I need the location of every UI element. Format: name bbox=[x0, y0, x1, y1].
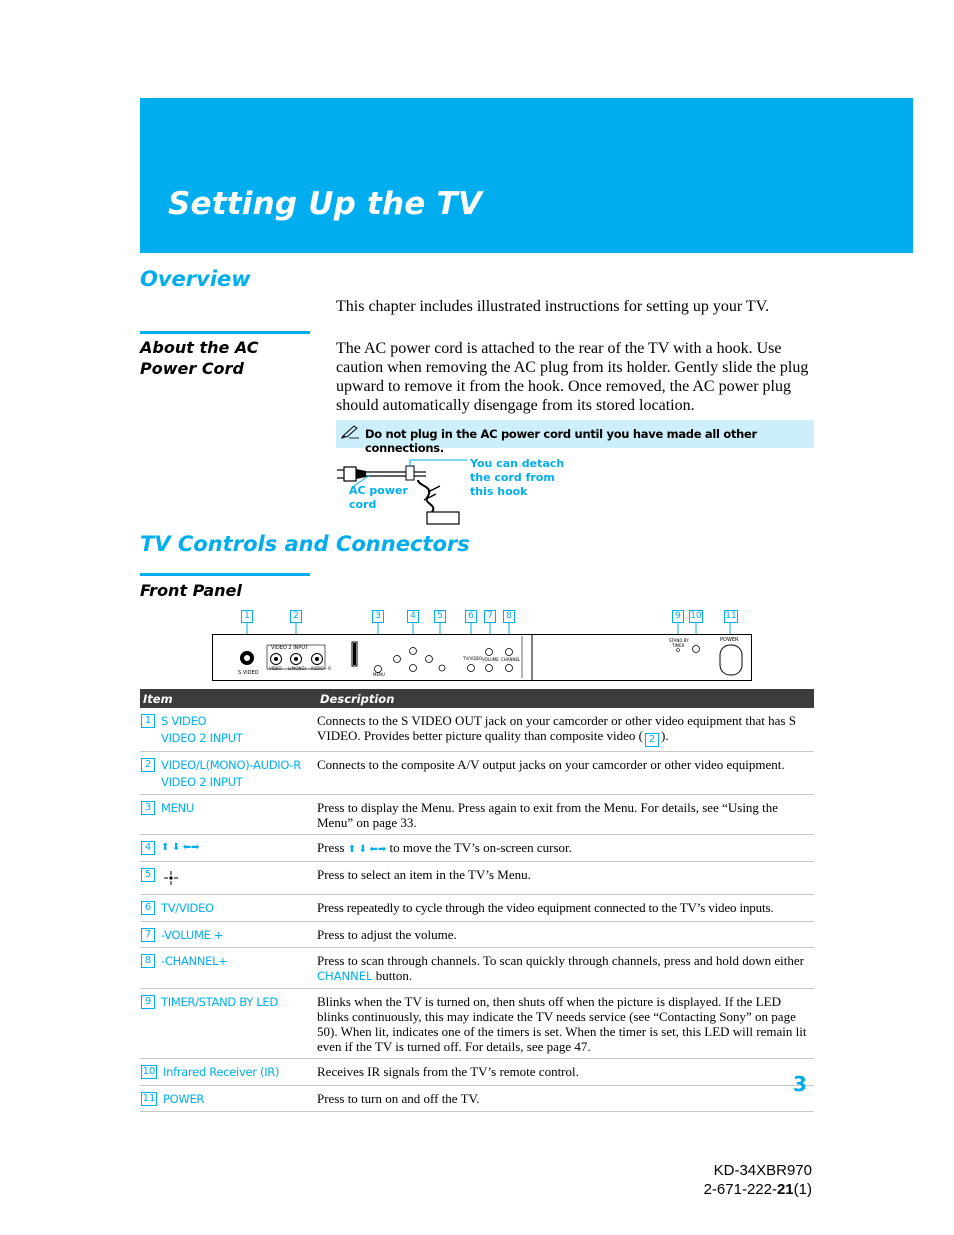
panel-label-volume: VOLUME bbox=[482, 657, 499, 662]
item-number: 6 bbox=[141, 901, 155, 915]
callout-hook-line3: this hook bbox=[470, 485, 528, 498]
item-number: 11 bbox=[142, 1092, 156, 1104]
item-reference: 2 bbox=[645, 733, 659, 747]
callout-hook-line2: the cord from bbox=[470, 471, 555, 484]
panel-callout-11: 11 bbox=[725, 611, 737, 621]
item-name-sub: VIDEO 2 INPUT bbox=[161, 730, 243, 745]
item-description: Press to select an item in the TV’s Menu. bbox=[317, 862, 814, 895]
item-description: Connects to the composite A/V output jacks on your camcorder or other video equipment. bbox=[317, 752, 814, 795]
panel-callout-9: 9 bbox=[672, 610, 684, 623]
footer-code bbox=[704, 1161, 812, 1199]
item-description bbox=[317, 835, 814, 862]
table-row bbox=[140, 708, 814, 752]
panel-callout-7: 7 bbox=[484, 610, 496, 623]
front-panel-diagram bbox=[212, 622, 754, 682]
item-name: POWER bbox=[163, 1091, 205, 1106]
table-header-item: Item bbox=[140, 689, 317, 708]
item-description: Press repeatedly to cycle through the video equipment connected to the TV’s video inputs. bbox=[317, 895, 814, 922]
panel-callout-2: 2 bbox=[290, 610, 302, 623]
controls-table bbox=[140, 689, 814, 1112]
callout-cord-line2: cord bbox=[349, 498, 377, 511]
panel-label-channel: CHANNEL bbox=[501, 657, 521, 662]
panel-label-lmono-audio-r: L(MONO) – AUDIO – R bbox=[288, 666, 332, 671]
item-number: 7 bbox=[141, 928, 155, 942]
page-title: Setting Up the TV bbox=[168, 186, 483, 222]
ac-cord-heading bbox=[140, 337, 259, 379]
pencil-note-icon bbox=[341, 423, 361, 443]
table-row bbox=[140, 1059, 814, 1086]
footer-part-prefix: 2-671-222- bbox=[703, 1181, 777, 1198]
item-name: TV/VIDEO bbox=[161, 901, 214, 915]
table-header-row bbox=[140, 689, 814, 708]
item-description bbox=[317, 948, 814, 989]
item-number: 3 bbox=[141, 801, 155, 815]
panel-callout-4: 4 bbox=[407, 610, 419, 623]
description-text: button. bbox=[372, 968, 413, 983]
panel-callout-1: 1 bbox=[241, 610, 253, 623]
item-description: Receives IR signals from the TV’s remote control. bbox=[317, 1059, 814, 1086]
select-icon bbox=[163, 870, 179, 890]
arrow-keys-icon: ⬆ ⬇ ⬅➡ bbox=[161, 842, 200, 853]
section-rule bbox=[140, 573, 310, 576]
ac-cord-heading-line1: About the AC bbox=[140, 338, 259, 357]
footer-part-number bbox=[704, 1180, 812, 1199]
note-box bbox=[336, 420, 814, 455]
overview-heading: Overview bbox=[140, 267, 251, 291]
panel-label-tv-video: TV/VIDEO bbox=[463, 656, 483, 661]
description-text: Press bbox=[317, 840, 348, 855]
item-name: MENU bbox=[161, 801, 195, 815]
description-text: to move the TV’s on-screen cursor. bbox=[386, 840, 572, 855]
item-number: 1 bbox=[141, 714, 155, 728]
footer-part-suffix: (1) bbox=[793, 1181, 812, 1198]
callout-cord-line1: AC power bbox=[349, 484, 408, 497]
front-panel-heading: Front Panel bbox=[140, 581, 242, 600]
description-text: Press to scan through channels. To scan quickly through channels, press and hold down either bbox=[317, 953, 804, 968]
item-name: VIDEO/L(MONO)-AUDIO-R bbox=[161, 758, 301, 772]
table-row bbox=[140, 989, 814, 1059]
item-description: Press to adjust the volume. bbox=[317, 921, 814, 948]
item-number: 8 bbox=[141, 954, 155, 968]
page-number: 3 bbox=[793, 1072, 807, 1096]
table-row bbox=[140, 1085, 814, 1112]
item-description: Press to turn on and off the TV. bbox=[317, 1085, 814, 1112]
ac-cord-body: The AC power cord is attached to the rear of the TV with a hook. Use caution when removing the AC plug from its holder. Gently slide the plug upward to remove it from the hook. Once removed, the AC power plug should automatically disengage from its stored location. bbox=[336, 340, 809, 414]
table-row bbox=[140, 795, 814, 835]
panel-callout-3: 3 bbox=[372, 610, 384, 623]
item-description: Press to display the Menu. Press again to exit from the Menu. For details, see “Using the Menu” on page 33. bbox=[317, 795, 814, 835]
item-number: 5 bbox=[141, 868, 155, 882]
footer-model: KD-34XBR970 bbox=[713, 1162, 812, 1179]
item-number: 10 bbox=[142, 1066, 156, 1077]
controls-heading: TV Controls and Connectors bbox=[140, 532, 470, 556]
panel-label-timer: TIMER bbox=[672, 643, 685, 648]
item-description bbox=[317, 708, 814, 752]
table-row bbox=[140, 752, 814, 795]
table-row bbox=[140, 948, 814, 989]
panel-callout-5: 5 bbox=[434, 610, 446, 623]
item-description: Blinks when the TV is turned on, then shuts off when the picture is displayed. If the LED blinks continuously, this may indicate the TV needs service (see “Contacting Sony” on page 50). When lit, indicates one of the timers is set. When the timer is set, this LED will remain lit even if the TV is turned off. For details, see page 47. bbox=[317, 989, 814, 1059]
section-rule bbox=[140, 331, 310, 334]
panel-label-video2-input: VIDEO 2 INPUT bbox=[271, 645, 309, 651]
item-number: 4 bbox=[141, 841, 155, 855]
table-header-description: Description bbox=[317, 689, 814, 708]
panel-label-menu: MENU bbox=[373, 672, 385, 677]
ac-cord-heading-line2: Power Cord bbox=[140, 359, 244, 378]
item-name: Infrared Receiver (IR) bbox=[163, 1065, 280, 1079]
table-row bbox=[140, 895, 814, 922]
arrow-keys-icon: ⬆ ⬇ ⬅➡ bbox=[347, 844, 387, 855]
chapter-banner bbox=[140, 98, 913, 253]
panel-label-standby: STAND BY bbox=[669, 638, 689, 643]
item-name-sub: VIDEO 2 INPUT bbox=[161, 774, 243, 789]
item-number: 9 bbox=[141, 995, 155, 1009]
table-row bbox=[140, 921, 814, 948]
callout-hook bbox=[470, 457, 564, 499]
item-name: -CHANNEL+ bbox=[161, 954, 228, 968]
panel-callout-8: 8 bbox=[503, 610, 515, 623]
description-text: Connects to the S VIDEO OUT jack on your camcorder or other video equipment that has S VIDEO. Provides better picture quality than composite video ( bbox=[317, 713, 796, 743]
panel-label-s-video: S VIDEO bbox=[238, 670, 259, 676]
note-text: Do not plug in the AC power cord until you have made all other connections. bbox=[365, 427, 757, 455]
panel-label-video: VIDEO bbox=[269, 666, 282, 671]
panel-callout-10: 10 bbox=[690, 611, 702, 621]
overview-intro: This chapter includes illustrated instructions for setting up your TV. bbox=[336, 298, 770, 315]
panel-label-power: POWER bbox=[720, 637, 739, 643]
callout-ac-power-cord bbox=[349, 484, 408, 512]
item-number: 2 bbox=[141, 758, 155, 772]
description-text: ). bbox=[661, 728, 669, 743]
footer-part-bold: 21 bbox=[776, 1181, 794, 1198]
item-name: TIMER/STAND BY LED bbox=[161, 995, 278, 1009]
channel-reference: CHANNEL bbox=[317, 969, 373, 983]
item-name: -VOLUME + bbox=[161, 927, 224, 942]
panel-callout-6: 6 bbox=[465, 610, 477, 623]
table-row bbox=[140, 862, 814, 895]
item-name: S VIDEO bbox=[161, 714, 207, 728]
table-row bbox=[140, 835, 814, 862]
callout-hook-line1: You can detach bbox=[470, 457, 565, 470]
